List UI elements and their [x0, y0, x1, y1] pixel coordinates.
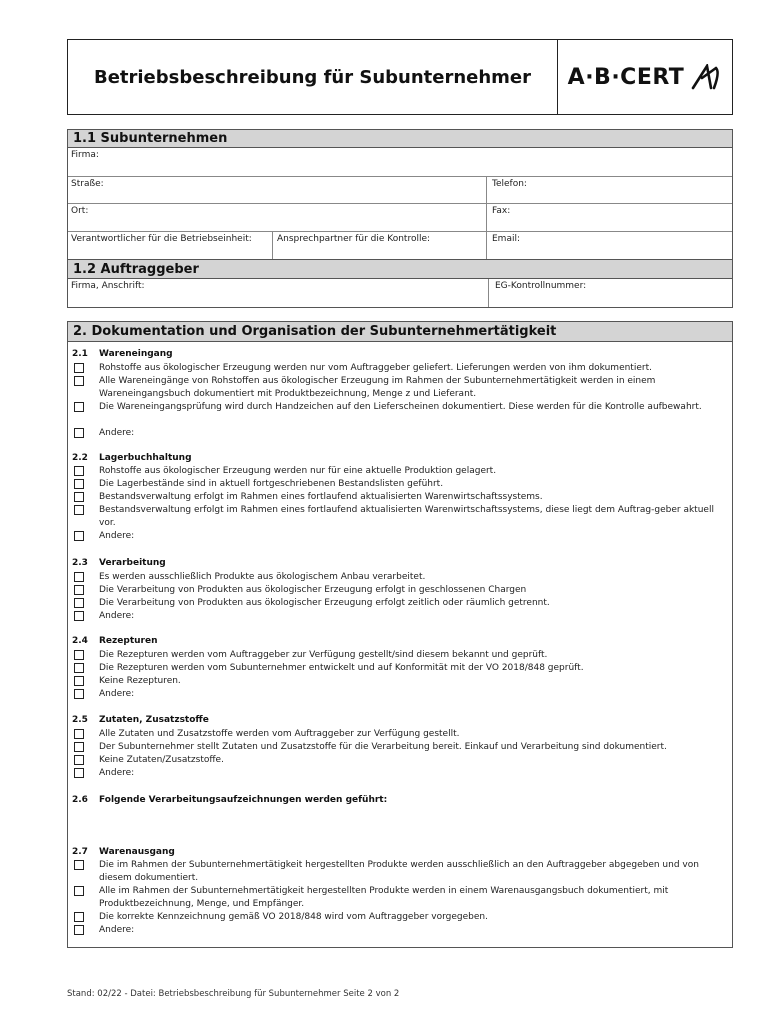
document-header [67, 39, 733, 115]
ort-label: Ort: [71, 206, 89, 216]
abcert-logo [558, 40, 732, 114]
checkbox[interactable] [74, 742, 84, 752]
verantwortlicher-label: Verantwortlicher für die Betriebseinheit: [71, 234, 252, 244]
checkbox[interactable] [74, 912, 84, 922]
subsection-number: 2.7 [72, 847, 88, 857]
checkbox[interactable] [74, 768, 84, 778]
checkbox[interactable] [74, 663, 84, 673]
checkbox[interactable] [74, 376, 84, 386]
checkbox[interactable] [74, 689, 84, 699]
eg-kontrollnummer-label: EG-Kontrollnummer: [495, 281, 587, 291]
firma-label: Firma: [71, 150, 99, 160]
page-footer: Stand: 02/22 - Datei: Betriebsbeschreibung für Subunternehmer Seite 2 von 2 [67, 989, 400, 999]
checkbox[interactable] [74, 402, 84, 412]
section-title: 2. Dokumentation und Organisation der Subunternehmertätigkeit [68, 322, 732, 342]
checkbox[interactable] [74, 531, 84, 541]
subsection-number: 2.5 [72, 715, 88, 725]
subsection-number: 2.2 [72, 453, 88, 463]
checkbox[interactable] [74, 676, 84, 686]
fax-label: Fax: [492, 206, 511, 216]
checkbox[interactable] [74, 505, 84, 515]
email-label: Email: [492, 234, 521, 244]
checkbox[interactable] [74, 729, 84, 739]
checkbox[interactable] [74, 755, 84, 765]
checkbox[interactable] [74, 466, 84, 476]
checkbox[interactable] [74, 572, 84, 582]
checkbox[interactable] [74, 598, 84, 608]
subsection-number: 2.4 [72, 636, 88, 646]
subsection-title-aufzeichnungen: Folgende Verarbeitungsaufzeichnungen werden geführt: [99, 795, 388, 805]
section-title: 1.1 Subunternehmen [68, 130, 732, 148]
checkbox[interactable] [74, 585, 84, 595]
logo-text: A·B·CERT [567, 64, 685, 90]
subsection-number: 2.3 [72, 558, 88, 568]
checkbox[interactable] [74, 611, 84, 621]
document-title: Betriebsbeschreibung für Subunternehmer [68, 40, 558, 114]
section-dokumentation: 2. Dokumentation und Organisation der Subunternehmertätigkeit 2.1 Wareneingang Rohstoffe aus ökologischer Erzeugung werden nur vom Auftraggeber geliefert. Lieferungen werden von ihm dokumentiert. Alle Wareneingänge von Rohstoffen aus ökologischer Erzeugung im Rahmen der Subunternehmertätigkeit werden in einem Wareneingangsbuch dokumentiert mit Produktbezeichnung, Menge z und Lieferant. Die Wareneingangsprüfung wird durch Handzeichen auf den Lieferscheinen dokumentiert. Diese werden für die Kontrolle aufbewahrt. Andere: 2.2 Lagerbuchhaltung Rohstoffe aus ökologischer Erzeugung werden nur für eine aktuelle Produktion gelagert. Die Lagerbestände sind in aktuell fortgeschriebenen Bestandslisten geführt. Bestandsverwaltung erfolgt im Rahmen eines fortlaufend aktualisierten Warenwirtschaftssystems. Bestandsverwaltung erfolgt im Rahmen eines fortlaufend aktualisierten Warenwirtschaftssystems, diese liegt dem Auftrag-geber aktuell vor. Andere: 2.3 Verarbeitung Es werden ausschließlich Produkte aus ökologischem Anbau verarbeitet. Die Verarbeitung von Produkten aus ökologischer Erzeugung erfolgt in geschlossenen Chargen Die Verarbeitung von Produkten aus ökologischer Erzeugung erfolgt zeitlich oder räumlich getrennt. Andere: 2.4 Rezepturen Die Rezepturen werden vom Auftraggeber zur Verfügung gestellt/sind diesem bekannt und geprüft. Die Rezepturen werden vom Subunternehmer entwickelt und auf Konformität mit der VO 2018/848 geprüft. Keine Rezepturen. Andere: 2.5 Zutaten, Zusatzstoffe Alle Zutaten und Zusatzstoffe werden vom Auftraggeber zur Verfügung gestellt. Der Subunternehmer stellt Zutaten und Zusatzstoffe für die Verarbeitung bereit. Einkauf und Verarbeitung sind dokumentiert. Keine Zutaten/Zusatzstoffe. Andere: 2.6 Folgende Verarbeitungsaufzeichnungen werden geführt: 2.7 Warenausgang Die im Rahmen der Subunternehmertätigkeit hergestellten Produkte werden ausschließlich an den Auftraggeber abgegeben und von diesem dokumentiert. Alle im Rahmen der Subunternehmertätigkeit hergestellten Produkte werden in einem Warenausgangsbuch dokumentiert, mit Produktbezeichnung, Menge, und Empfänger. Die korrekte Kennzeichnung gemäß VO 2018/848 wird vom Auftraggeber vorgegeben. Andere: [67, 321, 733, 948]
telefon-label: Telefon: [492, 179, 527, 189]
firma-anschrift-label: Firma, Anschrift: [71, 281, 145, 291]
checkbox[interactable] [74, 479, 84, 489]
subsection-title-zutaten: Zutaten, Zusatzstoffe [99, 715, 209, 725]
checkbox[interactable] [74, 650, 84, 660]
ansprechpartner-label: Ansprechpartner für die Kontrolle: [277, 234, 431, 244]
checkbox[interactable] [74, 886, 84, 896]
subsection-title-rezepturen: Rezepturen [99, 636, 158, 646]
subsection-title-wareneingang: Wareneingang [99, 349, 173, 359]
section-title: 1.2 Auftraggeber [68, 260, 732, 279]
subsection-title-warenausgang: Warenausgang [99, 847, 175, 857]
subsection-number: 2.6 [72, 795, 88, 805]
checkbox[interactable] [74, 363, 84, 373]
checkbox[interactable] [74, 492, 84, 502]
logo-mark-icon [690, 64, 722, 90]
subsection-title-lagerbuchhaltung: Lagerbuchhaltung [99, 453, 192, 463]
checkbox[interactable] [74, 428, 84, 438]
subsection-number: 2.1 [72, 349, 88, 359]
checkbox[interactable] [74, 925, 84, 935]
strasse-label: Straße: [71, 179, 104, 189]
subsection-title-verarbeitung: Verarbeitung [99, 558, 166, 568]
section-subunternehmen [67, 129, 733, 260]
section-auftraggeber [67, 260, 733, 308]
checkbox[interactable] [74, 860, 84, 870]
